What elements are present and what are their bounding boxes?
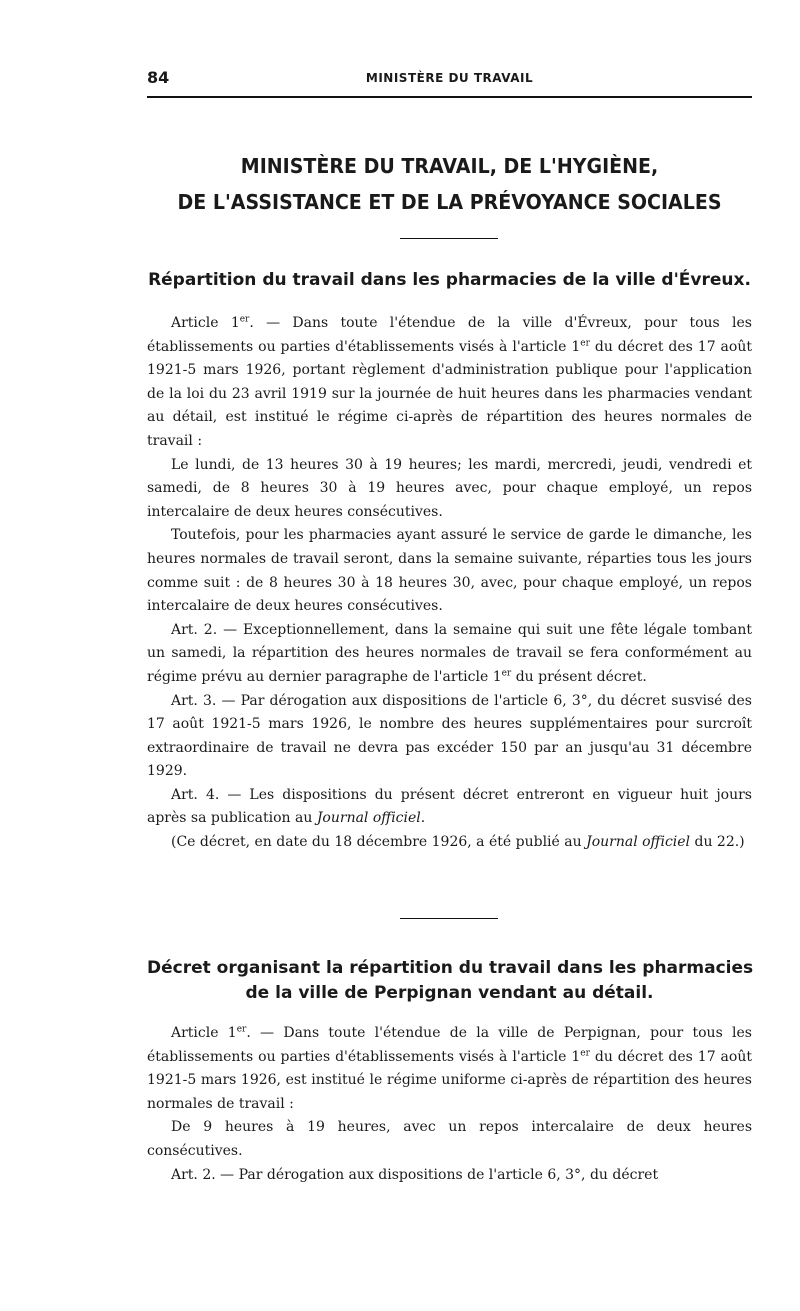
section2-schedule: De 9 heures à 19 heures, avec un repos intercalaire de deux heures consécutives. xyxy=(147,1119,752,1159)
section1-article1 xyxy=(147,312,752,454)
article-label: Article 1 xyxy=(171,315,240,331)
article-text: Art. 4. — Les dispositions du présent décret entreront en vigueur huit jours après sa publication au xyxy=(147,786,752,827)
section1-body xyxy=(147,312,752,855)
superscript: er xyxy=(236,1024,247,1035)
section1-schedule: Le lundi, de 13 heures 30 à 19 heures; les mardi, mercredi, jeudi, vendredi et samedi, de 8 heures 30 à 19 heures avec, pour chaque employé, un repos intercalaire de deux heures consécutives. xyxy=(147,456,752,520)
title-divider xyxy=(400,238,498,239)
article-text: . xyxy=(420,810,426,827)
ministry-title xyxy=(162,148,737,220)
section1-publication-note xyxy=(147,831,752,855)
note-text: (Ce décret, en date du 18 décembre 1926, a été publié au xyxy=(171,834,587,851)
section1-sunday-rule: Toutefois, pour les pharmacies ayant assuré le service de garde le dimanche, les heures normales de travail seront, dans la semaine suivante, réparties tous les jours comme suit : de 8 heures 30 à 18 heures 30, avec, pour chaque employé, un repos intercalaire de deux heures consécutives. xyxy=(147,527,752,615)
section2-body xyxy=(147,1022,752,1187)
section1-heading xyxy=(147,268,752,293)
article-text: . — Dans toute l'étendue de la ville d'Évreux, pour tous les établissements ou parties d'établissements visés à l'article 1 xyxy=(147,315,752,355)
header-rule xyxy=(147,96,752,98)
section1-heading-text: Répartition du travail dans les pharmacies de la ville d'Évreux. xyxy=(148,270,751,290)
section2-heading-line1: Décret organisant la répartition du travail dans les pharmacies xyxy=(147,958,754,978)
superscript: er xyxy=(239,314,250,325)
article-text: Art. 2. — Exceptionnellement, dans la semaine qui suit une fête légale tombant un samedi, la répartition des heures normales de travail se fera conformément au régime prévu au dernier paragraphe de l'article 1 xyxy=(147,621,752,685)
note-text: du 22.) xyxy=(690,834,745,851)
section-divider xyxy=(400,918,498,919)
section2-heading-line2: de la ville de Perpignan vendant au détail. xyxy=(245,983,654,1003)
section1-article3: Art. 3. — Par dérogation aux dispositions de l'article 6, 3°, du décret susvisé des 17 août 1921-5 mars 1926, le nombre des heures supplémentaires pour surcroît extraordinaire de travail ne devra pas excéder 150 par an jusqu'au 31 décembre 1929. xyxy=(147,692,752,780)
ministry-title-line1: MINISTÈRE DU TRAVAIL, DE L'HYGIÈNE, xyxy=(240,154,659,178)
journal-name: Journal officiel xyxy=(586,834,691,851)
section2-heading xyxy=(147,956,752,1006)
section1-article4 xyxy=(147,784,752,831)
article-label: Article 1 xyxy=(171,1025,237,1041)
article-text: du décret des 17 août 1921-5 mars 1926, est institué le régime uniforme ci-après de répartition des heures normales de travail : xyxy=(147,1048,752,1112)
article-text: du présent décret. xyxy=(511,668,647,685)
superscript: er xyxy=(580,337,590,348)
article-text: . — Dans toute l'étendue de la ville de Perpignan, pour tous les établissements ou parties d'établissements visés à l'article 1 xyxy=(147,1025,752,1065)
journal-name: Journal officiel xyxy=(316,810,421,827)
page-number: 84 xyxy=(147,68,170,87)
section1-article2 xyxy=(147,619,752,690)
ministry-title-line2: DE L'ASSISTANCE ET DE LA PRÉVOYANCE SOCIALES xyxy=(177,190,722,214)
superscript: er xyxy=(580,1047,590,1058)
running-title: MINISTÈRE DU TRAVAIL xyxy=(365,71,534,85)
superscript: er xyxy=(501,668,512,679)
article-text: du décret des 17 août 1921-5 mars 1926, portant règlement d'administration publique pour l'application de la loi du 23 avril 1919 sur la journée de huit heures dans les pharmacies vendant au détail, est institué le régime ci-après de répartition des heures normales de travail : xyxy=(147,338,752,449)
section2-article2: Art. 2. — Par dérogation aux dispositions de l'article 6, 3°, du décret xyxy=(171,1166,659,1183)
page-header xyxy=(147,64,752,94)
section2-article1 xyxy=(147,1022,752,1116)
